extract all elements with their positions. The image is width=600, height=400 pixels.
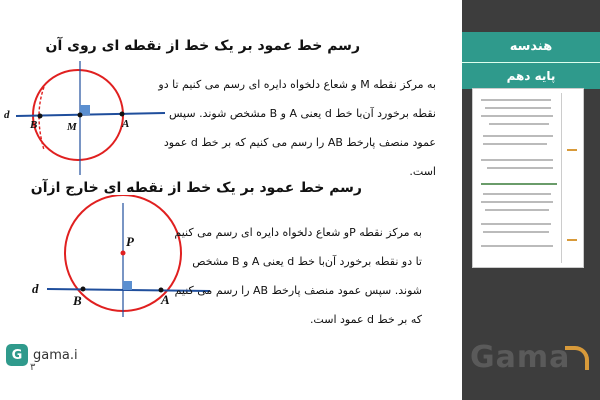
thumb-text-line bbox=[485, 209, 549, 211]
document-thumbnail[interactable] bbox=[472, 88, 584, 268]
section2-paragraph bbox=[174, 218, 422, 334]
diagram1-point-a bbox=[120, 112, 125, 117]
section1-line: نقطه برخورد آن‌با خط d یعنی A و B مشخص شوند. سپس bbox=[169, 107, 436, 120]
watermark-accent-icon bbox=[565, 346, 589, 370]
thumb-text-line bbox=[567, 239, 577, 241]
thumb-text-line bbox=[567, 149, 577, 151]
subject-banner: هندسه bbox=[462, 32, 600, 62]
diagram2-label-p: P bbox=[126, 234, 134, 249]
section2-line: به مرکز نقطه Pو شعاع دلخواه دایره ای رسم می کنیم bbox=[174, 226, 422, 239]
diagram2-label-a: A bbox=[161, 292, 170, 307]
diagram2-right-angle bbox=[123, 281, 132, 290]
thumb-text-line bbox=[481, 223, 551, 225]
diagram1-label-b: B bbox=[30, 119, 38, 131]
thumb-text-line bbox=[489, 123, 549, 125]
thumb-text-line bbox=[483, 193, 551, 195]
diagram1-point-m bbox=[78, 113, 83, 118]
diagram2-point-b bbox=[81, 287, 86, 292]
thumb-text-line bbox=[481, 201, 553, 203]
thumb-text-line bbox=[481, 99, 551, 101]
section1-title: رسم خط عمود بر یک خط از نقطه ای روی آن bbox=[45, 38, 360, 54]
section2-line: شوند. سپس عمود منصف پارخط AB را رسم می کنیم bbox=[174, 284, 422, 297]
section2-title: رسم خط عمود بر یک خط از نقطه ای خارج ازآن bbox=[30, 180, 362, 196]
section1-paragraph bbox=[158, 70, 436, 186]
section1-line: عمود منصف پارخط AB را رسم می کنیم که بر خط d عمود bbox=[163, 136, 436, 149]
section1-line: است. bbox=[409, 165, 436, 178]
diagram1-label-a: A bbox=[122, 118, 130, 130]
thumb-text-line bbox=[487, 167, 553, 169]
grade-banner: پایه دهم bbox=[462, 62, 600, 89]
thumb-text-line bbox=[485, 107, 551, 109]
sidebar bbox=[462, 0, 600, 400]
thumb-text-line bbox=[481, 115, 553, 117]
diagram2-label-b: B bbox=[73, 293, 82, 308]
section2-line: تا دو نقطه برخورد آن‌با خط d یعنی A و B مشخص bbox=[192, 255, 422, 268]
gama-logo[interactable] bbox=[6, 344, 78, 366]
thumb-text-line bbox=[481, 183, 557, 185]
slide-number: ۳ bbox=[30, 362, 36, 373]
thumb-column-line bbox=[561, 93, 562, 263]
section1-line: به مرکز نقطه M و شعاع دلخواه دایره ای رسم می کنیم تا دو bbox=[158, 78, 436, 91]
section2-line: که بر خط d عمود است. bbox=[309, 313, 422, 326]
thumb-text-line bbox=[483, 231, 549, 233]
gama-logo-text: gama.i bbox=[33, 347, 78, 363]
thumb-text-line bbox=[483, 135, 553, 137]
thumb-text-line bbox=[481, 245, 553, 247]
gama-logo-icon: G bbox=[6, 344, 28, 366]
diagram1-label-d: d bbox=[4, 109, 10, 121]
thumb-text-line bbox=[483, 143, 547, 145]
diagram1-label-m: M bbox=[67, 121, 77, 133]
diagram2-label-d: d bbox=[32, 281, 39, 296]
diagram1-point-b bbox=[38, 114, 43, 119]
thumb-text-line bbox=[481, 159, 553, 161]
gama-watermark: Gama bbox=[470, 340, 571, 375]
diagram2-point-p bbox=[121, 251, 126, 256]
